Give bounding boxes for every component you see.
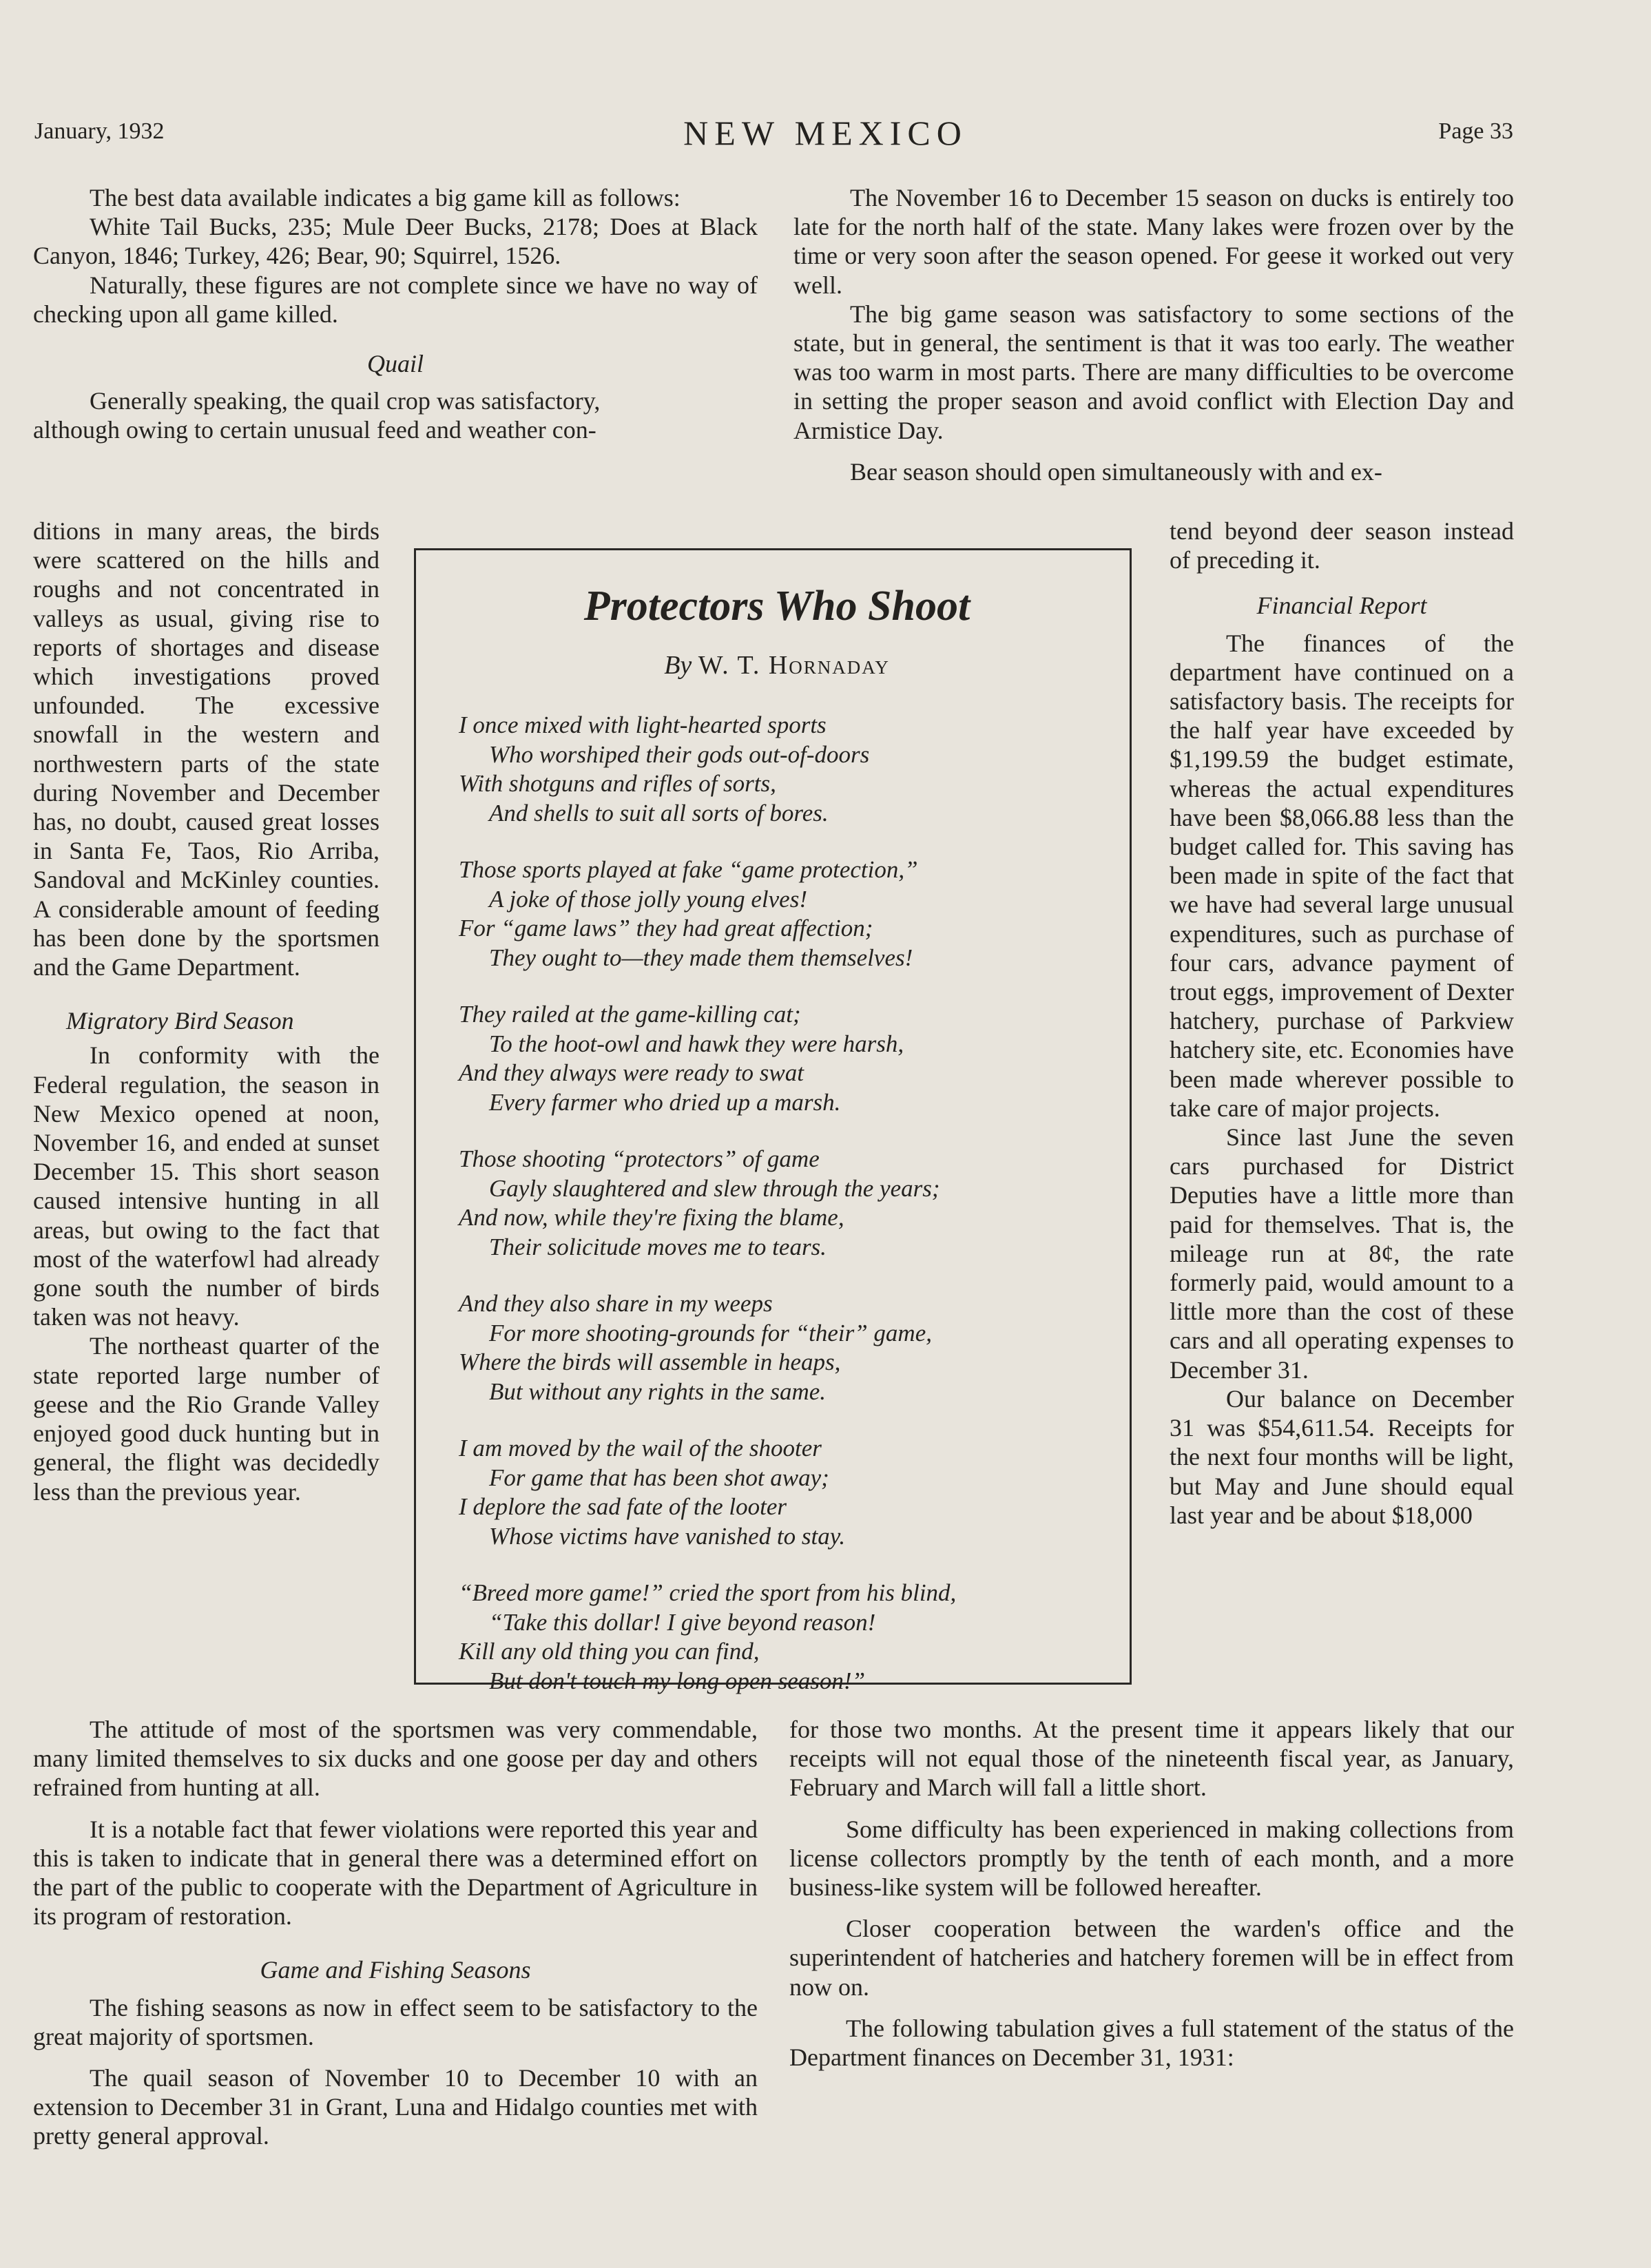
- poem-line: And now, while they're fixing the blame,: [459, 1204, 844, 1231]
- poem-byline: [459, 650, 1095, 680]
- paragraph: Some difficulty has been experienced in making collections from license collectors promptly by the tenth of each month, and a more business-like system will be followed hereafter.: [789, 1815, 1514, 1902]
- poem-line: Those shooting “protectors” of game: [459, 1145, 820, 1172]
- journal-title: NEW MEXICO: [683, 114, 968, 152]
- poem-stanza: [459, 1145, 1095, 1262]
- left-column-bottom: [33, 1715, 758, 2151]
- header-date: January, 1932: [34, 118, 165, 144]
- poem-line: I am moved by the wail of the shooter: [459, 1435, 822, 1461]
- section-heading-seasons: Game and Fishing Seasons: [260, 1956, 531, 1984]
- poem-line: Where the birds will assemble in heaps,: [459, 1349, 841, 1375]
- poem-stanza: [459, 1000, 1095, 1117]
- section-heading-financial: Financial Report: [1256, 592, 1427, 620]
- poem-line: But without any rights in the same.: [489, 1377, 827, 1405]
- poem-line: Those sports played at fake “game protection,”: [459, 856, 918, 883]
- poem-line: Kill any old thing you can find,: [459, 1638, 760, 1665]
- paragraph: Bear season should open simultaneously with and ex-: [850, 457, 1382, 486]
- left-column-top: [33, 183, 758, 445]
- section-heading-migratory: Migratory Bird Season: [66, 1007, 294, 1035]
- paragraph: The November 16 to December 15 season on ducks is entirely too late for the north half of the state. Many lakes were frozen over by the time or very soon after the season opened. For geese it worked out very well.: [793, 184, 1514, 299]
- poem-line: And they also share in my weeps: [459, 1290, 773, 1317]
- poem-line: And they always were ready to swat: [459, 1059, 804, 1086]
- right-column-narrow: [1170, 517, 1514, 1530]
- page-number: Page 33: [1438, 118, 1513, 144]
- poem-body: [459, 711, 1095, 1696]
- section-heading-quail: Quail: [366, 350, 424, 378]
- left-column-narrow: [33, 517, 380, 1506]
- poem-author: W. T. Hornaday: [698, 651, 890, 680]
- poem-line: They ought to—they made them themselves!: [489, 944, 913, 971]
- poem-line: Their solicitude moves me to tears.: [489, 1233, 827, 1260]
- byline-prefix: By: [664, 651, 692, 680]
- paragraph: Naturally, these figures are not complete since we have no way of checking upon all game killed.: [33, 271, 758, 328]
- paragraph: The finances of the department have continued on a satisfactory basis. The receipts for the half year have exceeded by $1,199.59 the budget estimate, whereas the actual expenditures have been $8,066.88 less than the budget called for. This saving has been made in spite of the fact that we have had several large unusual expenditures, such as purchase of four cars, advance payment of trout eggs, improvement of Dexter hatchery, purchase of Parkview hatchery site, etc. Economies have been made wherever possible to take care of major projects.: [1170, 629, 1514, 1122]
- poem-stanza: [459, 1289, 1095, 1406]
- poem-line: Every farmer who dried up a marsh.: [489, 1088, 841, 1116]
- poem-line: To the hoot-owl and hawk they were harsh,: [489, 1030, 904, 1057]
- poem-line: They railed at the game-killing cat;: [459, 1001, 801, 1028]
- paragraph: The quail season of November 10 to December 10 with an extension to December 31 in Grant, Luna and Hidalgo counties met with pretty general approval.: [33, 2064, 758, 2150]
- paragraph: The big game season was satisfactory to some sections of the state, but in general, the sentiment is that it was too early. The weather was too warm in most parts. There are many difficulties to be overcome in setting the proper season and avoid conflict with Election Day and Armistice Day.: [793, 300, 1514, 444]
- paragraph: The best data available indicates a big game kill as follows:: [90, 184, 681, 211]
- poem-line: Gayly slaughtered and slew through the years;: [489, 1174, 940, 1202]
- poem-stanza: [459, 855, 1095, 972]
- poem-line: For “game laws” they had great affection;: [459, 915, 873, 941]
- paragraph: The attitude of most of the sportsmen was very commendable, many limited themselves to six ducks and one goose per day and others refrained from hunting at all.: [33, 1716, 758, 1802]
- paragraph: The fishing seasons as now in effect seem to be satisfactory to the great majority of sportsmen.: [33, 1993, 758, 2050]
- poem-line: A joke of those jolly young elves!: [489, 885, 807, 913]
- poem-line: I deplore the sad fate of the looter: [459, 1493, 787, 1520]
- poem-line: Whose victims have vanished to stay.: [489, 1522, 846, 1550]
- paragraph: Closer cooperation between the warden's office and the superintendent of hatcheries and hatchery foremen will be in effect from now on.: [789, 1915, 1514, 2001]
- paragraph: for those two months. At the present time it appears likely that our receipts will not equal those of the nineteenth fiscal year, as January, February and March will fall a little short.: [789, 1716, 1514, 1802]
- right-column-top: [793, 183, 1514, 486]
- poem-stanza: [459, 1434, 1095, 1551]
- poem-stanza: [459, 1579, 1095, 1696]
- poem-line: “Breed more game!” cried the sport from his blind,: [459, 1579, 957, 1606]
- poem-stanza: [459, 711, 1095, 828]
- paragraph: The northeast quarter of the state reported large number of geese and the Rio Grande Valley enjoyed good duck hunting but in general, the flight was decidedly less than the previous year.: [33, 1332, 380, 1506]
- paragraph: The following tabulation gives a full statement of the status of the Department finances on December 31, 1931:: [789, 2014, 1514, 2072]
- paragraph: although owing to certain unusual feed and weather con-: [33, 416, 596, 444]
- paragraph: It is a notable fact that fewer violations were reported this year and this is taken to indicate that in general there was a determined effort on the part of the public to cooperate with the Department of Agriculture in its program of restoration.: [33, 1815, 758, 1931]
- poem-title: Protectors Who Shoot: [583, 583, 970, 630]
- paragraph: In conformity with the Federal regulation, the season in New Mexico opened at noon, November 16, and ended at sunset December 15. This short season caused intensive hunting in all areas, but owing to the fact that most of the waterfowl had already gone south the number of birds taken was not heavy.: [33, 1041, 380, 1331]
- paragraph: Our balance on December 31 was $54,611.54. Receipts for the next four months will be light, but May and June should equal last year and be about $18,000: [1170, 1384, 1514, 1529]
- paragraph: ditions in many areas, the birds were scattered on the hills and roughs and not concentrated in valleys as usual, giving rise to reports of shortages and disease which investigations proved unfounded. The excessive snowfall in the western and northwestern parts of the state during November and December has, no doubt, caused great losses in Santa Fe, Taos, Rio Arriba, Sandoval and McKinley counties. A considerable amount of feeding has been done by the sportsmen and the Game Department.: [33, 517, 380, 981]
- poem-line: And shells to suit all sorts of bores.: [489, 799, 829, 826]
- poem-line: For more shooting-grounds for “their” game,: [489, 1319, 932, 1346]
- right-column-bottom: [789, 1715, 1514, 2072]
- poem-line: For game that has been shot away;: [489, 1464, 829, 1491]
- paragraph: Generally speaking, the quail crop was satisfactory,: [90, 387, 601, 415]
- poem-line: “Take this dollar! I give beyond reason!: [489, 1608, 876, 1636]
- poem-line: But don't touch my long open season!”: [489, 1667, 866, 1694]
- paragraph: tend beyond deer season instead of preceding it.: [1170, 517, 1514, 574]
- poem-line: Who worshiped their gods out-of-doors: [489, 740, 870, 768]
- paragraph: Since last June the seven cars purchased for District Deputies have a little more than paid for themselves. That is, the mileage run at 8¢, the rate formerly paid, would amount to a little more than the cost of these cars and all operating expenses to December 31.: [1170, 1123, 1514, 1384]
- paragraph: White Tail Bucks, 235; Mule Deer Bucks, 2178; Does at Black Canyon, 1846; Turkey, 426; Bear, 90; Squirrel, 1526.: [33, 213, 758, 270]
- poem-line: I once mixed with light-hearted sports: [459, 711, 827, 738]
- poem-box: [414, 548, 1132, 1694]
- poem-line: With shotguns and rifles of sorts,: [459, 770, 776, 797]
